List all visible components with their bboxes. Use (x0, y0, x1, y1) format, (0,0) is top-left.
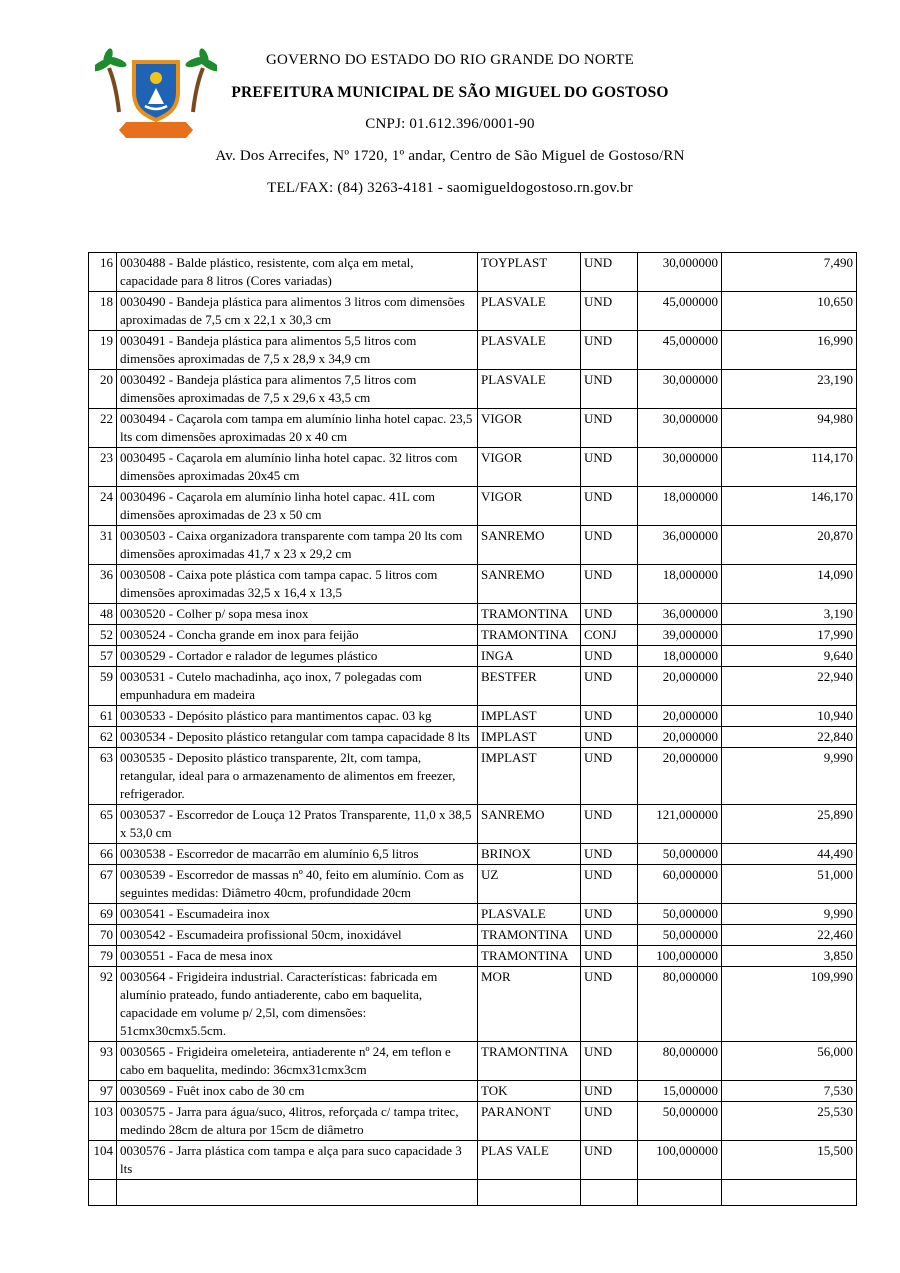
item-description: 0030488 - Balde plástico, resistente, com alça em metal, capacidade para 8 litros (Cores variadas) (117, 253, 478, 292)
item-number: 63 (89, 748, 117, 805)
item-quantity: 20,000000 (638, 706, 722, 727)
item-quantity: 50,000000 (638, 844, 722, 865)
item-price: 9,640 (722, 646, 857, 667)
item-quantity: 45,000000 (638, 292, 722, 331)
item-unit: UND (581, 727, 638, 748)
item-unit: UND (581, 865, 638, 904)
item-description: 0030551 - Faca de mesa inox (117, 946, 478, 967)
item-number: 70 (89, 925, 117, 946)
item-quantity: 30,000000 (638, 448, 722, 487)
item-quantity: 30,000000 (638, 409, 722, 448)
table-row (89, 370, 857, 409)
item-brand: TRAMONTINA (478, 625, 581, 646)
item-number: 20 (89, 370, 117, 409)
item-description: 0030538 - Escorredor de macarrão em alumínio 6,5 litros (117, 844, 478, 865)
table-row (89, 448, 857, 487)
item-unit: UND (581, 925, 638, 946)
item-number: 18 (89, 292, 117, 331)
item-description: 0030531 - Cutelo machadinha, aço inox, 7 polegadas com empunhadura em madeira (117, 667, 478, 706)
item-price: 22,940 (722, 667, 857, 706)
item-unit: UND (581, 805, 638, 844)
table-row (89, 805, 857, 844)
item-brand: UZ (478, 865, 581, 904)
item-brand: PLASVALE (478, 292, 581, 331)
item-description: 0030575 - Jarra para água/suco, 4litros, reforçada c/ tampa tritec, medindo 28cm de altura por 15cm de diâmetro (117, 1102, 478, 1141)
item-description: 0030492 - Bandeja plástica para alimentos 7,5 litros com dimensões aproximadas de 7,5 x 29,6 x 43,5 cm (117, 370, 478, 409)
item-quantity: 18,000000 (638, 565, 722, 604)
item-description: 0030564 - Frigideira industrial. Características: fabricada em alumínio prateado, fundo antiaderente, cabo em baquelita, capacidade em volume p/ 2,5l, com dimensões: 51cmx30cmx5.5cm. (117, 967, 478, 1042)
item-description: 0030503 - Caixa organizadora transparente com tampa 20 lts com dimensões aproximadas 41,7 x 23 x 29,2 cm (117, 526, 478, 565)
item-description: 0030539 - Escorredor de massas nº 40, feito em alumínio. Com as seguintes medidas: Diâmetro 40cm, profundidade 20cm (117, 865, 478, 904)
header-government-line: GOVERNO DO ESTADO DO RIO GRANDE DO NORTE (266, 52, 634, 68)
item-brand: PLASVALE (478, 370, 581, 409)
item-unit: UND (581, 292, 638, 331)
item-description: 0030495 - Caçarola em alumínio linha hotel capac. 32 litros com dimensões aproximadas 20x45 cm (117, 448, 478, 487)
item-price: 14,090 (722, 565, 857, 604)
item-description: 0030541 - Escumadeira inox (117, 904, 478, 925)
item-price: 22,840 (722, 727, 857, 748)
item-quantity: 50,000000 (638, 1102, 722, 1141)
item-description: 0030565 - Frigideira omeleteira, antiaderente nº 24, em teflon e cabo em baquelita, medindo: 36cmx31cmx3cm (117, 1042, 478, 1081)
item-description: 0030535 - Deposito plástico transparente, 2lt, com tampa, retangular, ideal para o armazenamento de alimentos em freezer, refrigerador. (117, 748, 478, 805)
item-price: 9,990 (722, 748, 857, 805)
item-number: 36 (89, 565, 117, 604)
item-quantity: 100,000000 (638, 946, 722, 967)
item-unit: UND (581, 526, 638, 565)
item-description: 0030524 - Concha grande em inox para feijão (117, 625, 478, 646)
item-brand: MOR (478, 967, 581, 1042)
item-brand: TRAMONTINA (478, 604, 581, 625)
table-row (89, 646, 857, 667)
item-unit: UND (581, 1081, 638, 1102)
item-description: 0030508 - Caixa pote plástica com tampa capac. 5 litros com dimensões aproximadas 32,5 x 16,4 x 13,5 (117, 565, 478, 604)
item-number: 24 (89, 487, 117, 526)
item-unit: UND (581, 1042, 638, 1081)
item-description: 0030520 - Colher p/ sopa mesa inox (117, 604, 478, 625)
item-price: 20,870 (722, 526, 857, 565)
item-description: 0030496 - Caçarola em alumínio linha hotel capac. 41L com dimensões aproximadas de 23 x 50 cm (117, 487, 478, 526)
item-price: 15,500 (722, 1141, 857, 1180)
item-price: 109,990 (722, 967, 857, 1042)
item-price: 114,170 (722, 448, 857, 487)
items-table (88, 252, 857, 1206)
item-quantity: 50,000000 (638, 904, 722, 925)
item-quantity: 20,000000 (638, 727, 722, 748)
table-row (89, 526, 857, 565)
item-unit: UND (581, 253, 638, 292)
sun-icon (150, 72, 162, 84)
item-quantity: 18,000000 (638, 487, 722, 526)
item-brand: TOYPLAST (478, 253, 581, 292)
table-row (89, 409, 857, 448)
item-unit: UND (581, 565, 638, 604)
item-quantity: 80,000000 (638, 1042, 722, 1081)
item-price: 9,990 (722, 904, 857, 925)
table-row (89, 625, 857, 646)
item-price: 3,190 (722, 604, 857, 625)
item-description: 0030576 - Jarra plástica com tampa e alça para suco capacidade 3 lts (117, 1141, 478, 1180)
item-quantity: 20,000000 (638, 667, 722, 706)
item-price: 3,850 (722, 946, 857, 967)
item-brand: IMPLAST (478, 748, 581, 805)
item-description: 0030569 - Fuêt inox cabo de 30 cm (117, 1081, 478, 1102)
item-brand: PLASVALE (478, 331, 581, 370)
item-price: 94,980 (722, 409, 857, 448)
header-municipality-line: PREFEITURA MUNICIPAL DE SÃO MIGUEL DO GOSTOSO (231, 84, 669, 101)
item-brand: VIGOR (478, 448, 581, 487)
banner-ribbon-icon (119, 122, 193, 138)
item-quantity: 45,000000 (638, 331, 722, 370)
item-brand: BESTFER (478, 667, 581, 706)
table-row (89, 253, 857, 292)
item-number: 67 (89, 865, 117, 904)
item-price: 25,890 (722, 805, 857, 844)
item-quantity: 80,000000 (638, 967, 722, 1042)
item-brand: SANREMO (478, 565, 581, 604)
item-unit: UND (581, 967, 638, 1042)
item-number: 79 (89, 946, 117, 967)
shield-icon (134, 62, 178, 120)
table-row (89, 844, 857, 865)
item-number: 66 (89, 844, 117, 865)
item-description: 0030494 - Caçarola com tampa em alumínio linha hotel capac. 23,5 lts com dimensões aproximadas 20 x 40 cm (117, 409, 478, 448)
item-quantity: 50,000000 (638, 925, 722, 946)
item-number: 61 (89, 706, 117, 727)
item-number: 65 (89, 805, 117, 844)
item-unit: UND (581, 1141, 638, 1180)
item-unit: UND (581, 487, 638, 526)
item-unit: UND (581, 409, 638, 448)
table-row (89, 604, 857, 625)
item-price: 7,530 (722, 1081, 857, 1102)
item-number: 59 (89, 667, 117, 706)
header-cnpj-line: CNPJ: 01.612.396/0001-90 (365, 116, 535, 132)
item-brand: SANREMO (478, 805, 581, 844)
item-description: 0030529 - Cortador e ralador de legumes plástico (117, 646, 478, 667)
table-row (89, 904, 857, 925)
coat-of-arms-icon (95, 38, 217, 142)
item-brand: TOK (478, 1081, 581, 1102)
item-unit: UND (581, 604, 638, 625)
item-description: 0030542 - Escumadeira profissional 50cm, inoxidável (117, 925, 478, 946)
municipal-coat-of-arms-logo (95, 38, 217, 142)
item-number: 103 (89, 1102, 117, 1141)
item-number: 62 (89, 727, 117, 748)
item-brand: VIGOR (478, 487, 581, 526)
item-number: 57 (89, 646, 117, 667)
item-unit: UND (581, 706, 638, 727)
item-unit: UND (581, 946, 638, 967)
table-row (89, 748, 857, 805)
item-description: 0030490 - Bandeja plástica para alimentos 3 litros com dimensões aproximadas de 7,5 cm x 22,1 x 30,3 cm (117, 292, 478, 331)
item-unit: UND (581, 904, 638, 925)
item-number: 31 (89, 526, 117, 565)
item-unit: UND (581, 844, 638, 865)
item-number: 22 (89, 409, 117, 448)
item-brand: SANREMO (478, 526, 581, 565)
item-number: 97 (89, 1081, 117, 1102)
table-row (89, 1102, 857, 1141)
table-row (89, 727, 857, 748)
item-price: 25,530 (722, 1102, 857, 1141)
item-price: 56,000 (722, 1042, 857, 1081)
item-number: 93 (89, 1042, 117, 1081)
item-number: 69 (89, 904, 117, 925)
item-number: 52 (89, 625, 117, 646)
item-brand: PARANONT (478, 1102, 581, 1141)
item-brand: TRAMONTINA (478, 925, 581, 946)
item-price: 17,990 (722, 625, 857, 646)
item-quantity: 36,000000 (638, 604, 722, 625)
item-price: 10,940 (722, 706, 857, 727)
item-price: 23,190 (722, 370, 857, 409)
item-quantity: 121,000000 (638, 805, 722, 844)
table-row (89, 946, 857, 967)
item-number: 23 (89, 448, 117, 487)
item-brand: VIGOR (478, 409, 581, 448)
table-row (89, 865, 857, 904)
item-unit: UND (581, 646, 638, 667)
item-quantity: 36,000000 (638, 526, 722, 565)
table-row (89, 967, 857, 1042)
item-quantity: 15,000000 (638, 1081, 722, 1102)
item-description: 0030534 - Deposito plástico retangular com tampa capacidade 8 lts (117, 727, 478, 748)
item-description: 0030533 - Depósito plástico para mantimentos capac. 03 kg (117, 706, 478, 727)
item-unit: UND (581, 667, 638, 706)
item-brand: INGA (478, 646, 581, 667)
item-unit: UND (581, 748, 638, 805)
item-quantity: 30,000000 (638, 253, 722, 292)
item-brand: IMPLAST (478, 727, 581, 748)
table-row (89, 706, 857, 727)
item-price: 146,170 (722, 487, 857, 526)
item-quantity: 100,000000 (638, 1141, 722, 1180)
item-description: 0030537 - Escorredor de Louça 12 Pratos Transparente, 11,0 x 38,5 x 53,0 cm (117, 805, 478, 844)
table-row (89, 565, 857, 604)
item-price: 51,000 (722, 865, 857, 904)
item-number: 48 (89, 604, 117, 625)
item-price: 10,650 (722, 292, 857, 331)
item-brand: BRINOX (478, 844, 581, 865)
table-row (89, 292, 857, 331)
items-table-body (89, 253, 857, 1206)
item-price: 16,990 (722, 331, 857, 370)
item-number: 104 (89, 1141, 117, 1180)
table-row (89, 925, 857, 946)
right-palm-tree-icon (184, 47, 217, 112)
item-number: 16 (89, 253, 117, 292)
item-quantity: 20,000000 (638, 748, 722, 805)
item-price: 44,490 (722, 844, 857, 865)
item-quantity: 30,000000 (638, 370, 722, 409)
item-number: 92 (89, 967, 117, 1042)
item-unit: UND (581, 448, 638, 487)
item-brand: TRAMONTINA (478, 946, 581, 967)
item-unit: UND (581, 370, 638, 409)
table-row (89, 1042, 857, 1081)
item-unit: UND (581, 1102, 638, 1141)
item-number: 19 (89, 331, 117, 370)
header-contact-line: TEL/FAX: (84) 3263-4181 - saomigueldogostoso.rn.gov.br (267, 180, 633, 196)
table-row (89, 667, 857, 706)
item-price: 7,490 (722, 253, 857, 292)
table-row-cut-off (89, 1180, 857, 1206)
item-quantity: 18,000000 (638, 646, 722, 667)
item-price: 22,460 (722, 925, 857, 946)
item-brand: IMPLAST (478, 706, 581, 727)
item-brand: PLAS VALE (478, 1141, 581, 1180)
item-description: 0030491 - Bandeja plástica para alimentos 5,5 litros com dimensões aproximadas de 7,5 x 28,9 x 34,9 cm (117, 331, 478, 370)
left-palm-tree-icon (95, 47, 128, 112)
item-quantity: 39,000000 (638, 625, 722, 646)
item-quantity: 60,000000 (638, 865, 722, 904)
item-brand: PLASVALE (478, 904, 581, 925)
table-row (89, 1141, 857, 1180)
header-address-line: Av. Dos Arrecifes, Nº 1720, 1º andar, Centro de São Miguel de Gostoso/RN (215, 148, 685, 164)
table-row (89, 331, 857, 370)
table-row (89, 1081, 857, 1102)
item-brand: TRAMONTINA (478, 1042, 581, 1081)
document-header (0, 0, 900, 197)
table-row (89, 487, 857, 526)
item-unit: UND (581, 331, 638, 370)
item-unit: CONJ (581, 625, 638, 646)
